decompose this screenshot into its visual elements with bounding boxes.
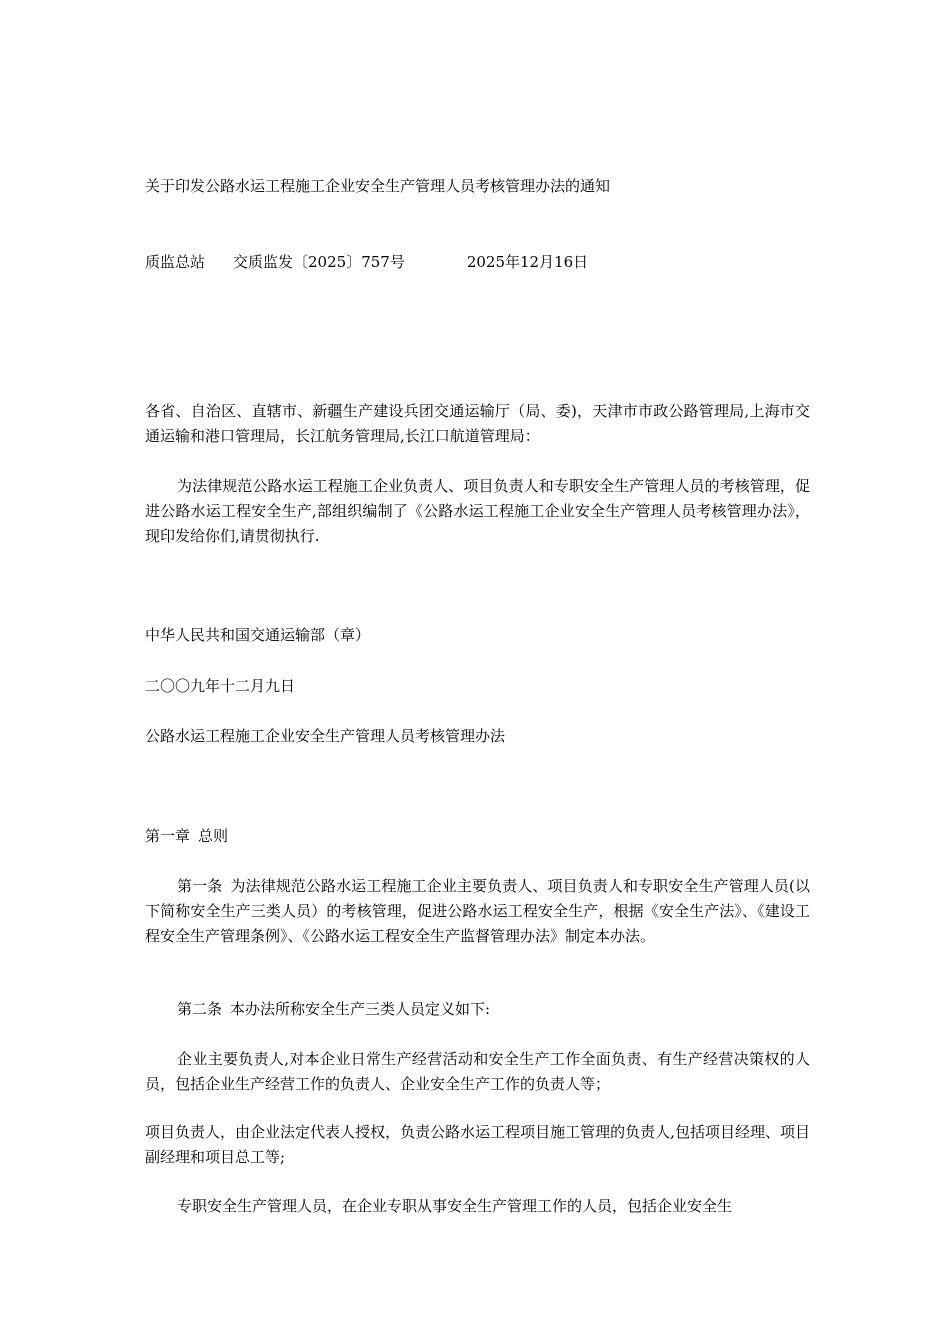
- article-1-label: 第一条: [177, 877, 223, 895]
- article-2: [145, 997, 810, 1022]
- definition-safety-staff: 专职安全生产管理人员，在企业专职从事安全生产管理工作的人员，包括企业安全生: [177, 1197, 733, 1215]
- definition-project-leader: 项目负责人，由企业法定代表人授权，负责公路水运工程项目施工管理的负责人,包括项目经理、项目副经理和项目总工等;: [145, 1123, 810, 1166]
- issuer: 质监总站: [145, 253, 206, 271]
- issue-date: 2025年12月16日: [466, 253, 589, 271]
- signature-date: 二〇〇九年十二月九日: [145, 677, 296, 695]
- chapter-name: 总则: [198, 827, 229, 845]
- definition-main-leader: 企业主要负责人,对本企业日常生产经营活动和安全生产工作全面负责、有生产经营决策权的人员，包括企业生产经营工作的负责人、企业安全生产工作的负责人等；: [145, 1050, 810, 1093]
- chapter-number: 第一章: [145, 827, 191, 845]
- article-1: [145, 874, 810, 949]
- article-2-label: 第二条: [177, 1000, 223, 1018]
- signature: 中华人民共和国交通运输部（章）: [145, 626, 371, 644]
- article-2-text: 本办法所称安全生产三类人员定义如下:: [230, 1000, 491, 1018]
- doc-number: 交质监发〔2025〕757号: [233, 253, 405, 271]
- document-title: 关于印发公路水运工程施工企业安全生产管理人员考核管理办法的通知: [145, 177, 611, 195]
- notice-body: 为法律规范公路水运工程施工企业负责人、项目负责人和专职安全生产管理人员的考核管理，促进公路水运工程安全生产,部组织编制了《公路水运工程施工企业安全生产管理人员考核管理办法》，现印发给你们,请贯彻执行.: [145, 477, 810, 545]
- document-meta: [145, 252, 810, 272]
- addressees: 各省、自治区、直辖市、新疆生产建设兵团交通运输厅（局、委)，天津市市政公路管理局,上海市交通运输和港口管理局，长江航务管理局,长江口航道管理局：: [145, 402, 810, 445]
- article-1-text: 为法律规范公路水运工程施工企业主要负责人、项目负责人和专职安全生产管理人员(以下简称安全生产三类人员）的考核管理，促进公路水运工程安全生产，根据《安全生产法》、《建设工程安全生产管理条例》、《公路水运工程安全生产监督管理办法》制定本办法。: [145, 877, 810, 945]
- chapter-heading: [145, 826, 810, 846]
- attachment-title: 公路水运工程施工企业安全生产管理人员考核管理办法: [145, 727, 506, 745]
